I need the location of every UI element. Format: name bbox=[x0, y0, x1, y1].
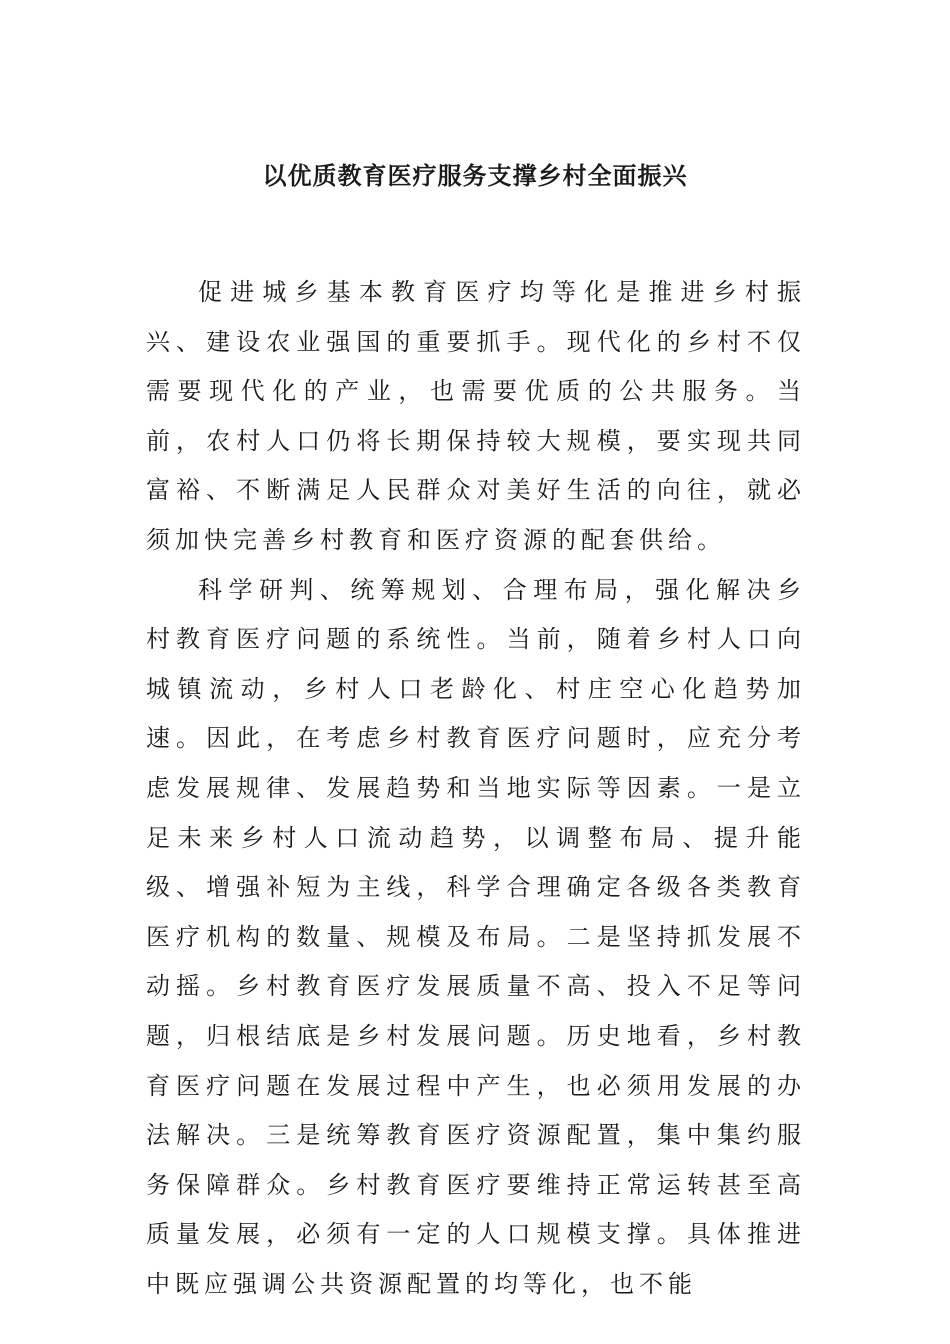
document-body bbox=[146, 268, 806, 1309]
document-title: 以优质教育医疗服务支撑乡村全面振兴 bbox=[262, 161, 688, 190]
paragraph-2: 科学研判、统筹规划、合理布局，强化解决乡村教育医疗问题的系统性。当前，随着乡村人口向城镇流动，乡村人口老龄化、村庄空心化趋势加速。因此，在考虑乡村教育医疗问题时，应充分考虑发展规律、发展趋势和当地实际等因素。一是立足未来乡村人口流动趋势，以调整布局、提升能级、增强补短为主线，科学合理确定各级各类教育医疗机构的数量、规模及布局。二是坚持抓发展不动摇。乡村教育医疗发展质量不高、投入不足等问题，归根结底是乡村发展问题。历史地看，乡村教育医疗问题在发展过程中产生，也必须用发展的办法解决。三是统筹教育医疗资源配置，集中集约服务保障群众。乡村教育医疗要维持正常运转甚至高质量发展，必须有一定的人口规模支撑。具体推进中既应强调公共资源配置的均等化，也不能 bbox=[146, 575, 806, 1298]
paragraph-1: 促进城乡基本教育医疗均等化是推进乡村振兴、建设农业强国的重要抓手。现代化的乡村不仅需要现代化的产业，也需要优质的公共服务。当前，农村人口仍将长期保持较大规模，要实现共同富裕、不断满足人民群众对美好生活的向往，就必须加快完善乡村教育和医疗资源的配套供给。 bbox=[146, 278, 806, 554]
